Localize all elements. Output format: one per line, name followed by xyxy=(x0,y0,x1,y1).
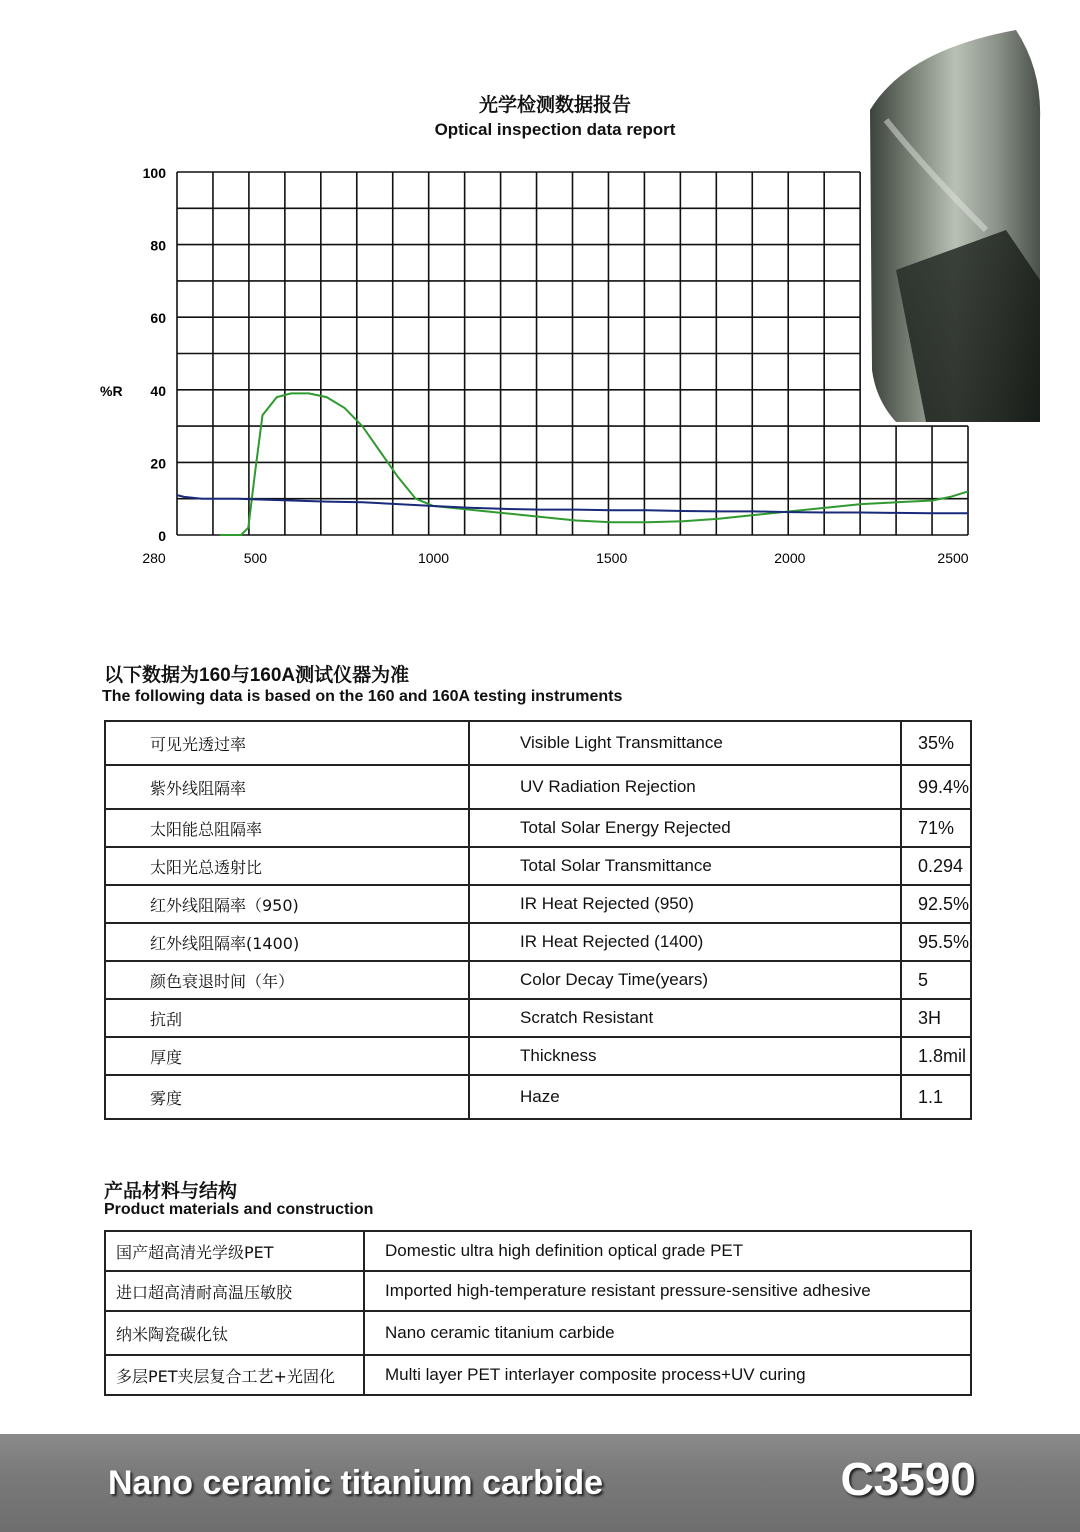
spec-value: 35% xyxy=(901,721,971,765)
spec-value: 3H xyxy=(901,999,971,1037)
specs-title-cn: 以下数据为160与160A测试仪器为准 xyxy=(104,665,410,686)
materials-title-cn: 产品材料与结构 xyxy=(104,1181,238,1202)
x-tick-label: 2500 xyxy=(937,550,969,566)
spec-cn-label: 太阳能总阻隔率 xyxy=(105,809,469,847)
spec-en-label: IR Heat Rejected (1400) xyxy=(469,923,901,961)
material-cn-label: 多层PET夹层复合工艺+光固化 xyxy=(105,1355,364,1395)
spec-cn-label: 紫外线阻隔率 xyxy=(105,765,469,809)
spec-cn-label: 红外线阻隔率（950) xyxy=(105,885,469,923)
x-tick-label: 500 xyxy=(243,550,268,566)
report-title-cn: 光学检测数据报告 xyxy=(478,95,631,116)
product-code: C3590 xyxy=(840,1453,976,1505)
y-tick-label: 80 xyxy=(150,237,166,254)
spec-en-label: Scratch Resistant xyxy=(469,999,901,1037)
y-tick-label: 0 xyxy=(158,528,166,544)
material-row xyxy=(105,1271,971,1311)
y-axis-label: %R xyxy=(100,382,123,399)
spec-en-label: IR Heat Rejected (950) xyxy=(469,885,901,923)
film-roll-image xyxy=(866,30,1044,422)
spec-row xyxy=(105,999,971,1037)
spec-cn-label: 厚度 xyxy=(105,1037,469,1075)
spec-cn-label: 太阳光总透射比 xyxy=(105,847,469,885)
x-tick-label: 280 xyxy=(142,550,166,566)
y-tick-label: 20 xyxy=(150,455,166,472)
spec-value: 95.5% xyxy=(901,923,971,961)
material-en-label: Multi layer PET interlayer composite process+UV curing xyxy=(364,1355,971,1395)
material-row xyxy=(105,1355,971,1395)
spec-row xyxy=(105,765,971,809)
spec-value: 1.8mil xyxy=(901,1037,971,1075)
materials-table xyxy=(104,1230,972,1396)
product-name: Nano ceramic titanium carbide xyxy=(108,1464,604,1502)
spec-en-label: Total Solar Transmittance xyxy=(469,847,901,885)
spec-cn-label: 颜色衰退时间（年） xyxy=(105,961,469,999)
spec-row xyxy=(105,721,971,765)
spec-value: 99.4% xyxy=(901,765,971,809)
spec-en-label: Visible Light Transmittance xyxy=(469,721,901,765)
material-cn-label: 纳米陶瓷碳化钛 xyxy=(105,1311,364,1355)
spec-value: 0.294 xyxy=(901,847,971,885)
spec-row xyxy=(105,923,971,961)
spec-row xyxy=(105,1037,971,1075)
spec-en-label: UV Radiation Rejection xyxy=(469,765,901,809)
x-tick-label: 1000 xyxy=(417,550,450,566)
y-tick-label: 100 xyxy=(142,165,166,181)
spec-en-label: Total Solar Energy Rejected xyxy=(469,809,901,847)
spec-en-label: Thickness xyxy=(469,1037,901,1075)
material-cn-label: 国产超高清光学级PET xyxy=(105,1231,364,1271)
spec-value: 92.5% xyxy=(901,885,971,923)
spec-row xyxy=(105,885,971,923)
spec-cn-label: 抗刮 xyxy=(105,999,469,1037)
specs-table xyxy=(104,720,972,1120)
specs-title-en: The following data is based on the 160 and 160A testing instruments xyxy=(102,688,623,705)
spec-en-label: Color Decay Time(years) xyxy=(469,961,901,999)
spec-value: 5 xyxy=(901,961,971,999)
x-tick-label: 2000 xyxy=(774,550,806,566)
series-line-1 xyxy=(220,393,968,535)
spec-en-label: Haze xyxy=(469,1075,901,1119)
y-tick-label: 40 xyxy=(150,382,166,399)
spec-cn-label: 红外线阻隔率(1400) xyxy=(105,923,469,961)
spec-cn-label: 可见光透过率 xyxy=(105,721,469,765)
footer-banner xyxy=(0,1434,1080,1532)
report-title-en: Optical inspection data report xyxy=(434,120,676,139)
materials-title-en: Product materials and construction xyxy=(104,1201,374,1218)
spec-row xyxy=(105,847,971,885)
material-row xyxy=(105,1231,971,1271)
y-tick-label: 60 xyxy=(150,310,166,327)
spec-row xyxy=(105,961,971,999)
spec-row xyxy=(105,1075,971,1119)
material-row xyxy=(105,1311,971,1355)
material-cn-label: 进口超高清耐高温压敏胶 xyxy=(105,1271,364,1311)
spec-value: 1.1 xyxy=(901,1075,971,1119)
x-tick-label: 1500 xyxy=(596,550,628,566)
spec-cn-label: 雾度 xyxy=(105,1075,469,1119)
spec-row xyxy=(105,809,971,847)
material-en-label: Imported high-temperature resistant pressure-sensitive adhesive xyxy=(364,1271,971,1311)
material-en-label: Domestic ultra high definition optical grade PET xyxy=(364,1231,971,1271)
material-en-label: Nano ceramic titanium carbide xyxy=(364,1311,971,1355)
spec-value: 71% xyxy=(901,809,971,847)
